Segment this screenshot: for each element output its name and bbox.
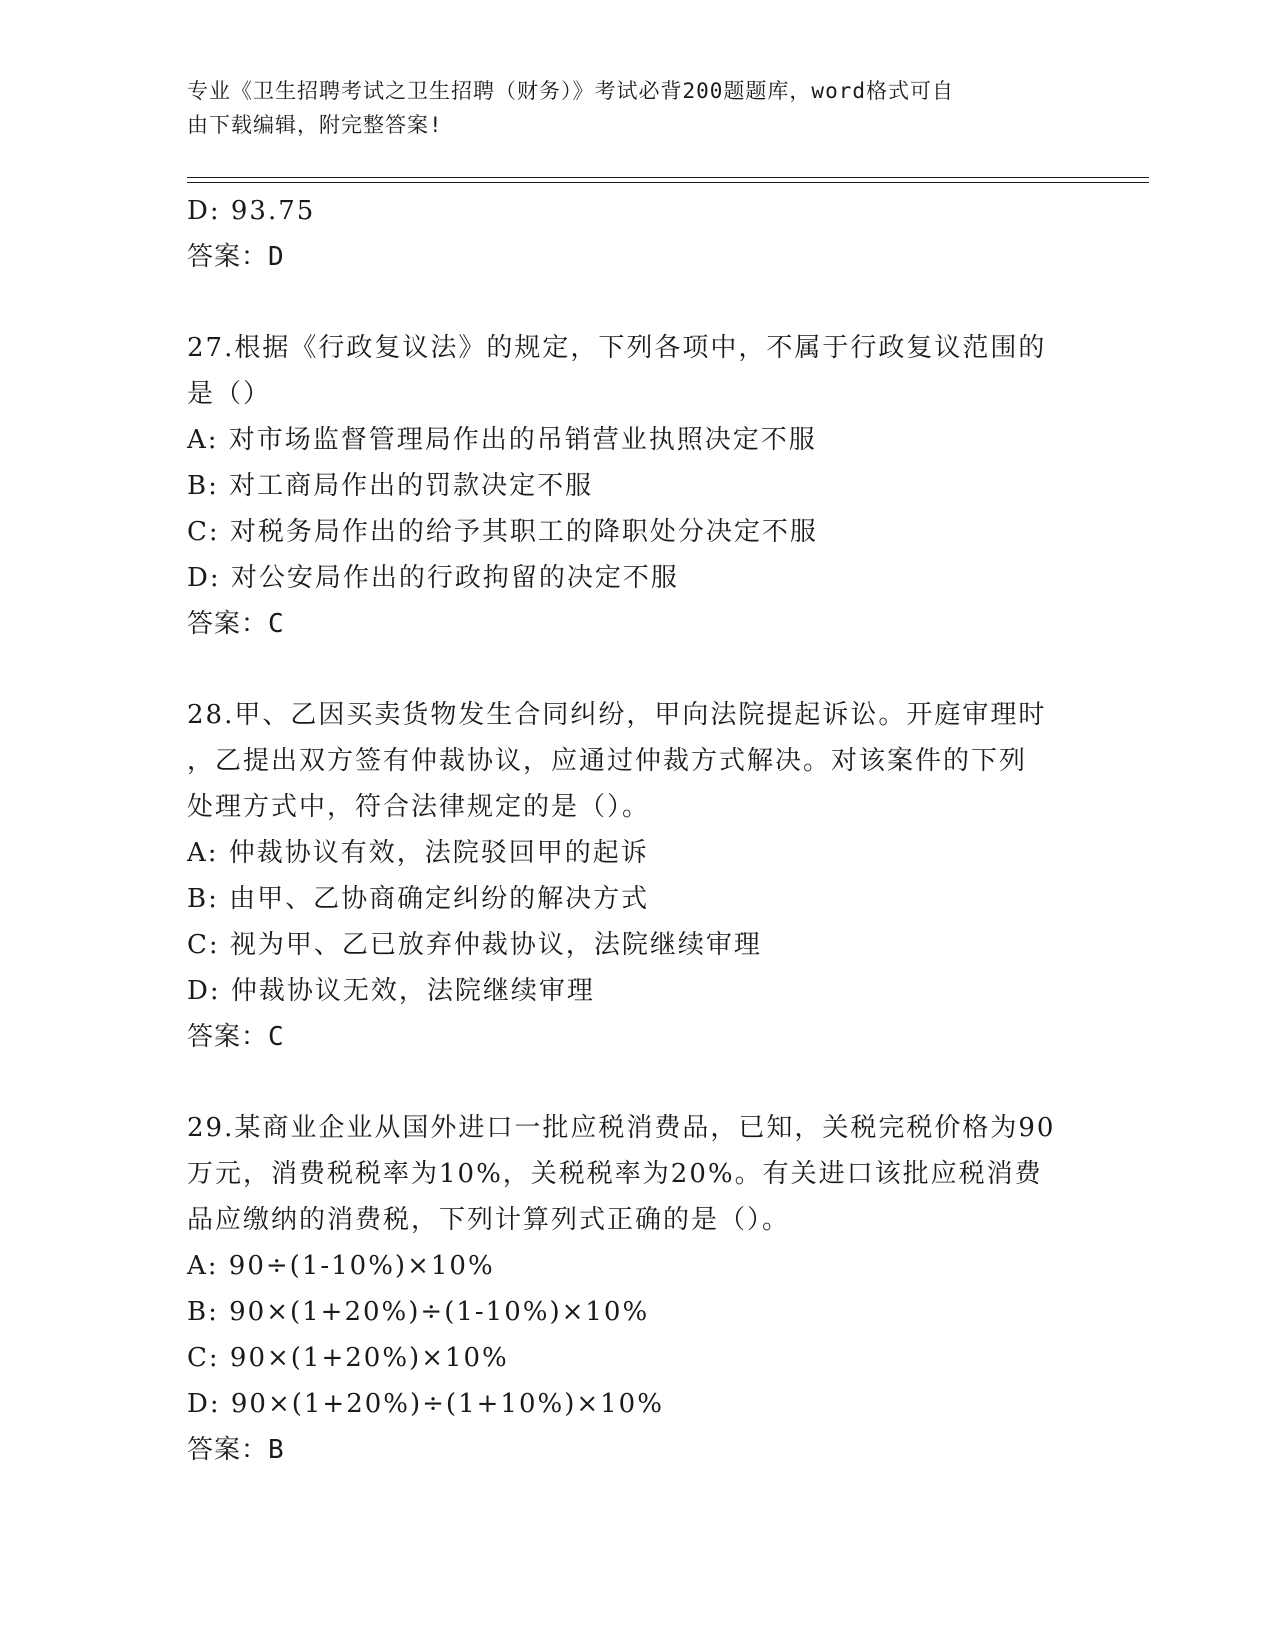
option-c: C: 90×(1+20%)×10% [187, 1343, 509, 1373]
option-c: C: 视为甲、乙已放弃仲裁协议，法院继续审理 [187, 930, 762, 960]
option-d: D: 90×(1+20%)÷(1+10%)×10% [187, 1389, 664, 1419]
question-stem-line: ，乙提出双方签有仲裁协议，应通过仲裁方式解决。对该案件的下列 [187, 746, 1028, 776]
option-b: B: 由甲、乙协商确定纠纷的解决方式 [187, 884, 650, 914]
question-26-tail [187, 188, 1087, 280]
question-stem-line: 27.根据《行政复议法》的规定，下列各项中，不属于行政复议范围的 [187, 333, 1047, 363]
answer-line: 答案：C [187, 1022, 285, 1052]
option-b: B: 90×(1+20%)÷(1-10%)×10% [187, 1297, 650, 1327]
answer-line: 答案：D [187, 242, 285, 272]
option-a: A: 对市场监督管理局作出的吊销营业执照决定不服 [187, 425, 817, 455]
page-header [187, 74, 1067, 142]
header-line-2: 由下载编辑，附完整答案! [187, 113, 443, 137]
option-b: B: 对工商局作出的罚款决定不服 [187, 471, 594, 501]
header-divider-bottom [187, 182, 1149, 183]
question-stem-line: 品应缴纳的消费税，下列计算列式正确的是（）。 [187, 1205, 791, 1235]
option-a: A: 仲裁协议有效，法院驳回甲的起诉 [187, 838, 649, 868]
option-d: D: 仲裁协议无效，法院继续审理 [187, 976, 595, 1006]
option-c: C: 对税务局作出的给予其职工的降职处分决定不服 [187, 517, 818, 547]
question-stem-line: 29.某商业企业从国外进口一批应税消费品，已知，关税完税价格为90 [187, 1113, 1056, 1143]
question-stem-line: 处理方式中，符合法律规定的是（）。 [187, 792, 651, 822]
answer-line: 答案：C [187, 609, 285, 639]
document-body [187, 188, 1087, 1473]
header-divider-top [187, 177, 1149, 178]
header-line-1: 专业《卫生招聘考试之卫生招聘（财务）》考试必背200题题库，word格式可自 [187, 79, 954, 103]
question-stem-line: 万元，消费税税率为10%，关税税率为20%。有关进口该批应税消费 [187, 1159, 1043, 1189]
option-a: A: 90÷(1-10%)×10% [187, 1251, 495, 1281]
question-28 [187, 692, 1087, 1060]
option-d: D: 93.75 [187, 196, 316, 226]
question-29 [187, 1105, 1087, 1473]
option-d: D: 对公安局作出的行政拘留的决定不服 [187, 563, 679, 593]
question-stem-line: 是（） [187, 379, 272, 409]
question-stem-line: 28.甲、乙因买卖货物发生合同纠纷，甲向法院提起诉讼。开庭审理时 [187, 700, 1047, 730]
answer-line: 答案：B [187, 1435, 285, 1465]
question-27 [187, 325, 1087, 647]
